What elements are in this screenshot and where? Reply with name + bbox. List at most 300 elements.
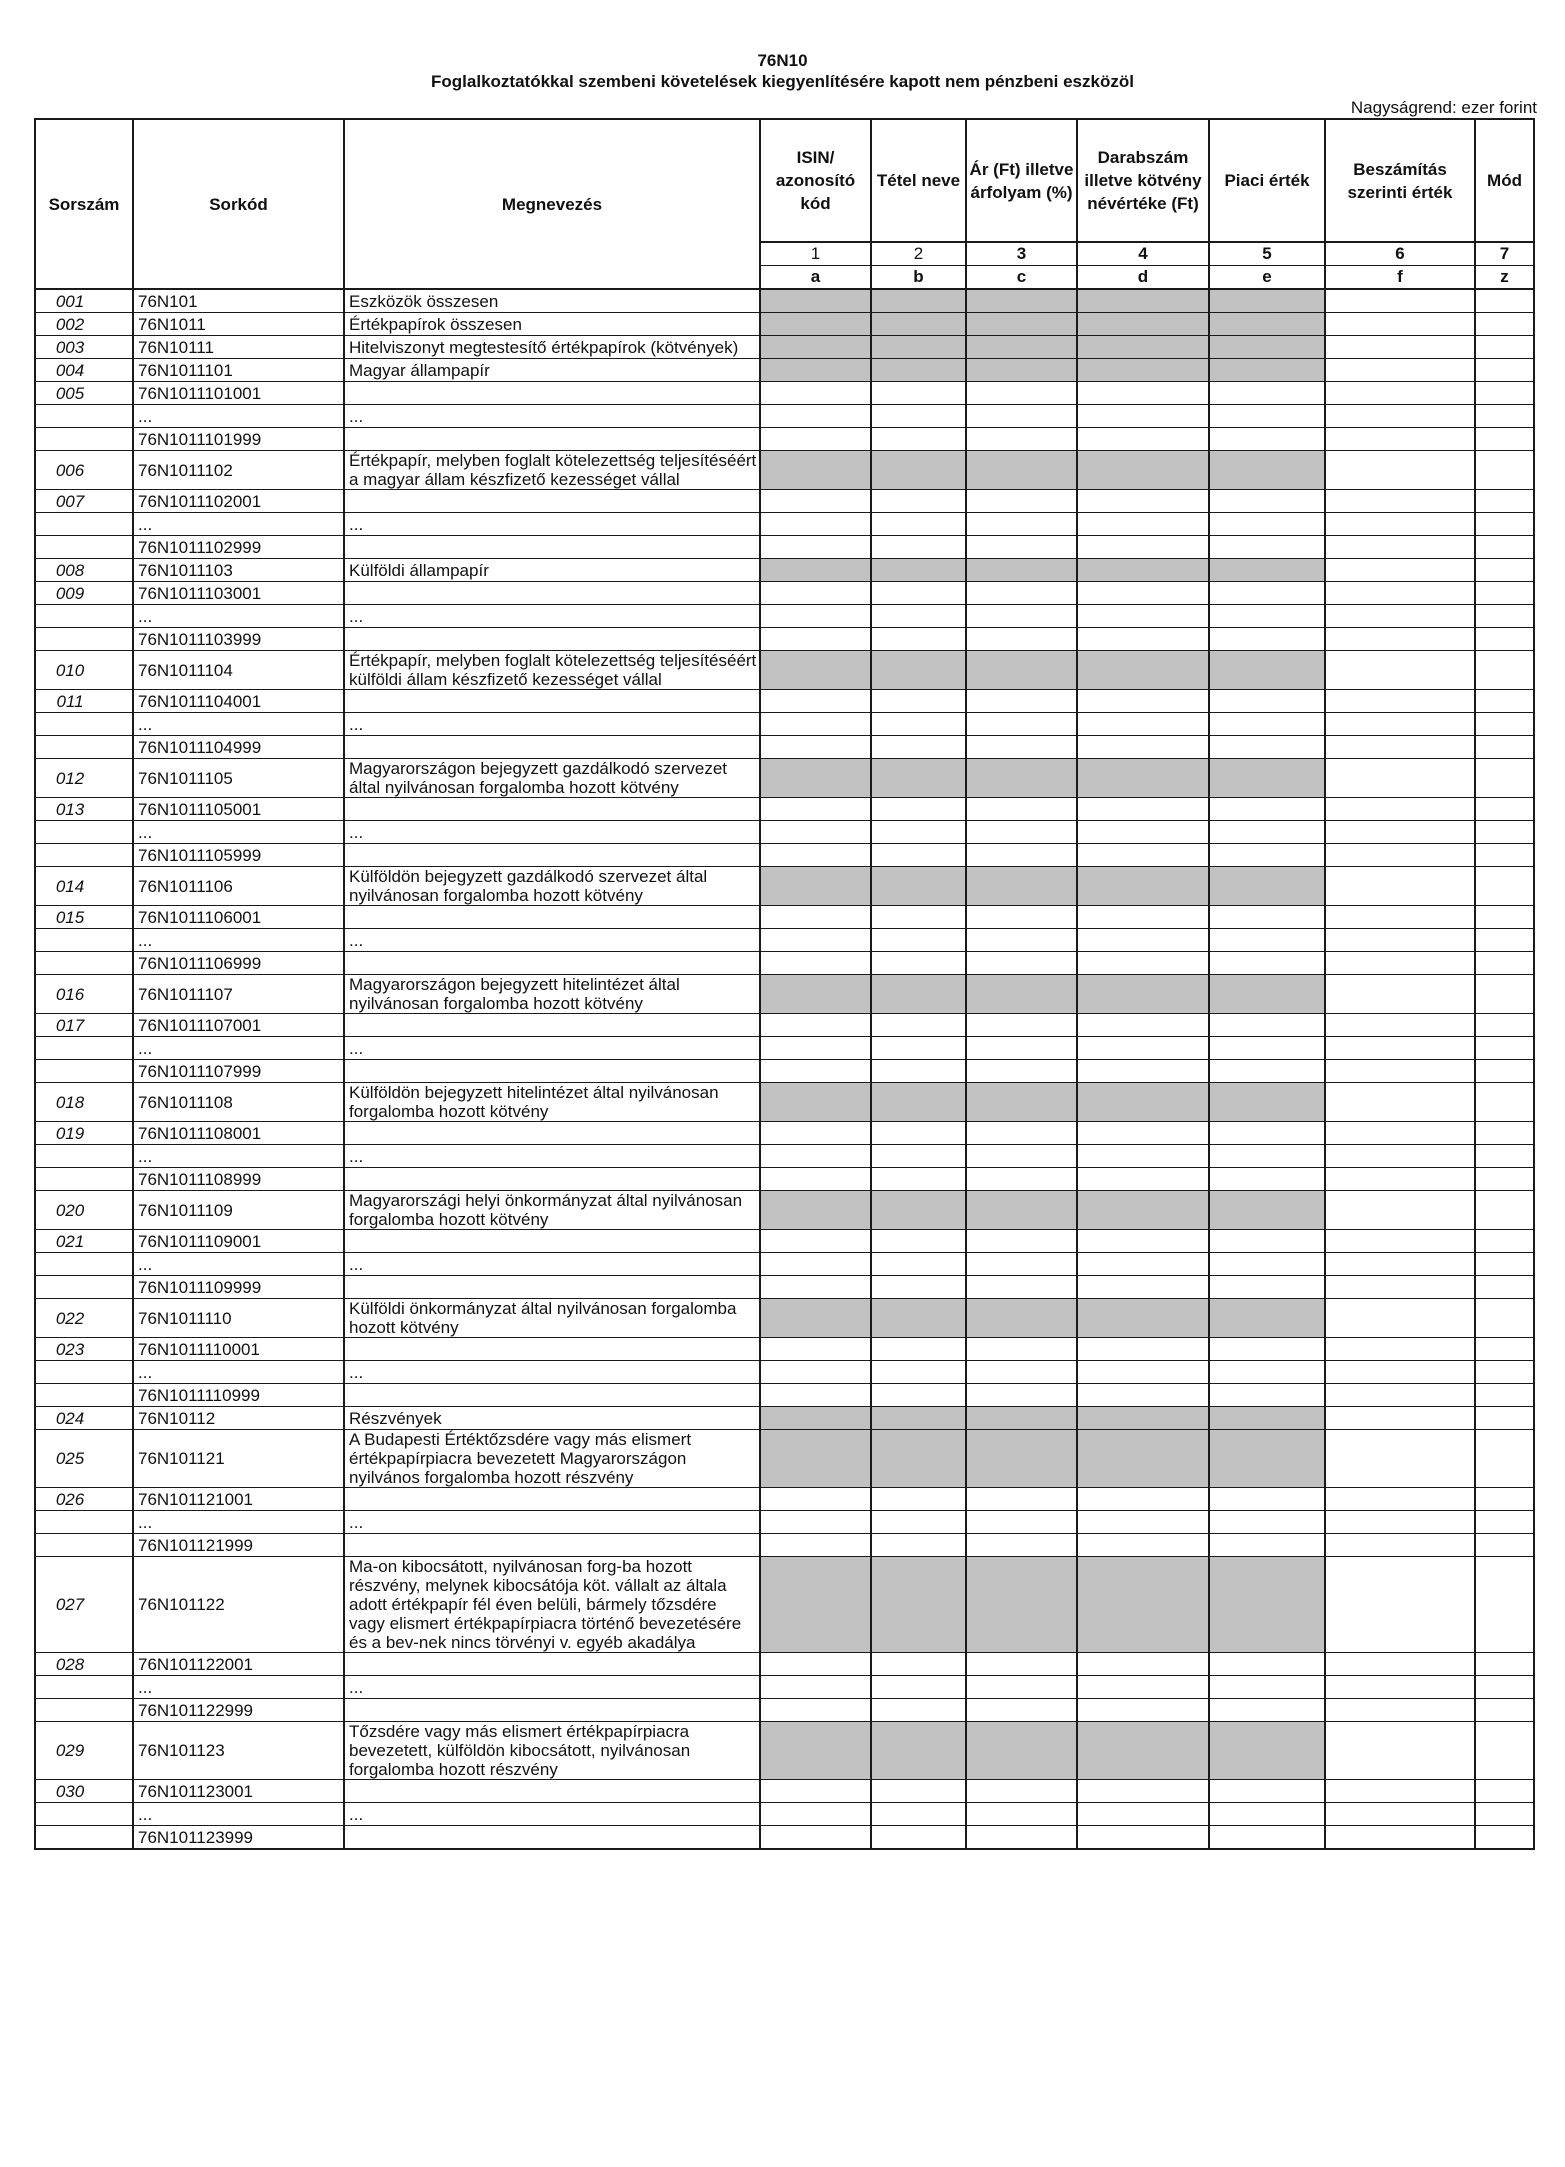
input-cell[interactable]	[1325, 1083, 1475, 1122]
input-cell[interactable]	[871, 513, 966, 536]
input-cell[interactable]	[1209, 513, 1325, 536]
input-cell[interactable]	[1209, 1361, 1325, 1384]
input-cell[interactable]	[1077, 1803, 1209, 1826]
input-cell[interactable]	[966, 1511, 1077, 1534]
input-cell[interactable]	[1325, 1407, 1475, 1430]
input-cell[interactable]	[871, 1060, 966, 1083]
input-cell[interactable]	[871, 906, 966, 929]
input-cell[interactable]	[871, 1037, 966, 1060]
input-cell[interactable]	[760, 1276, 871, 1299]
input-cell[interactable]	[760, 1145, 871, 1168]
input-cell[interactable]	[1077, 1276, 1209, 1299]
input-cell[interactable]	[1077, 1230, 1209, 1253]
input-cell[interactable]	[1209, 821, 1325, 844]
input-cell[interactable]	[1077, 1253, 1209, 1276]
input-cell[interactable]	[1325, 1534, 1475, 1557]
input-cell[interactable]	[760, 1488, 871, 1511]
input-cell[interactable]	[966, 1168, 1077, 1191]
input-cell[interactable]	[760, 1361, 871, 1384]
input-cell[interactable]	[966, 1780, 1077, 1803]
input-cell[interactable]	[760, 1803, 871, 1826]
input-cell[interactable]	[966, 690, 1077, 713]
input-cell[interactable]	[1209, 1014, 1325, 1037]
input-cell[interactable]	[1209, 1037, 1325, 1060]
input-cell[interactable]	[1325, 336, 1475, 359]
input-cell[interactable]	[1209, 490, 1325, 513]
input-cell[interactable]	[1325, 1488, 1475, 1511]
input-cell[interactable]	[1325, 1676, 1475, 1699]
input-cell[interactable]	[1077, 1780, 1209, 1803]
input-cell[interactable]	[1475, 1722, 1534, 1780]
input-cell[interactable]	[1325, 1653, 1475, 1676]
input-cell[interactable]	[871, 1803, 966, 1826]
input-cell[interactable]	[1325, 1276, 1475, 1299]
input-cell[interactable]	[1325, 1803, 1475, 1826]
input-cell[interactable]	[966, 844, 1077, 867]
input-cell[interactable]	[871, 929, 966, 952]
input-cell[interactable]	[966, 428, 1077, 451]
input-cell[interactable]	[760, 798, 871, 821]
input-cell[interactable]	[1475, 651, 1534, 690]
input-cell[interactable]	[871, 1122, 966, 1145]
input-cell[interactable]	[1077, 1145, 1209, 1168]
input-cell[interactable]	[1325, 906, 1475, 929]
input-cell[interactable]	[871, 1338, 966, 1361]
input-cell[interactable]	[1475, 582, 1534, 605]
input-cell[interactable]	[871, 1676, 966, 1699]
input-cell[interactable]	[1209, 906, 1325, 929]
input-cell[interactable]	[1475, 359, 1534, 382]
input-cell[interactable]	[1475, 451, 1534, 490]
input-cell[interactable]	[1077, 1014, 1209, 1037]
input-cell[interactable]	[1325, 1511, 1475, 1534]
input-cell[interactable]	[1325, 513, 1475, 536]
input-cell[interactable]	[1325, 1168, 1475, 1191]
input-cell[interactable]	[1077, 690, 1209, 713]
input-cell[interactable]	[1077, 1361, 1209, 1384]
input-cell[interactable]	[1475, 1653, 1534, 1676]
input-cell[interactable]	[1475, 844, 1534, 867]
input-cell[interactable]	[1325, 405, 1475, 428]
input-cell[interactable]	[871, 1168, 966, 1191]
input-cell[interactable]	[760, 1338, 871, 1361]
input-cell[interactable]	[760, 844, 871, 867]
input-cell[interactable]	[1077, 513, 1209, 536]
input-cell[interactable]	[760, 952, 871, 975]
input-cell[interactable]	[1475, 1511, 1534, 1534]
input-cell[interactable]	[1209, 405, 1325, 428]
input-cell[interactable]	[1475, 1676, 1534, 1699]
input-cell[interactable]	[871, 628, 966, 651]
input-cell[interactable]	[1325, 628, 1475, 651]
input-cell[interactable]	[1325, 289, 1475, 313]
input-cell[interactable]	[1325, 536, 1475, 559]
input-cell[interactable]	[966, 1676, 1077, 1699]
input-cell[interactable]	[966, 1699, 1077, 1722]
input-cell[interactable]	[1325, 359, 1475, 382]
input-cell[interactable]	[1077, 906, 1209, 929]
input-cell[interactable]	[760, 906, 871, 929]
input-cell[interactable]	[1475, 821, 1534, 844]
input-cell[interactable]	[1209, 713, 1325, 736]
input-cell[interactable]	[760, 929, 871, 952]
input-cell[interactable]	[1475, 1168, 1534, 1191]
input-cell[interactable]	[1475, 559, 1534, 582]
input-cell[interactable]	[1077, 1168, 1209, 1191]
input-cell[interactable]	[760, 690, 871, 713]
input-cell[interactable]	[1209, 582, 1325, 605]
input-cell[interactable]	[760, 1511, 871, 1534]
input-cell[interactable]	[1325, 313, 1475, 336]
input-cell[interactable]	[871, 490, 966, 513]
input-cell[interactable]	[1325, 1122, 1475, 1145]
input-cell[interactable]	[966, 1338, 1077, 1361]
input-cell[interactable]	[871, 1534, 966, 1557]
input-cell[interactable]	[966, 929, 1077, 952]
input-cell[interactable]	[966, 1384, 1077, 1407]
input-cell[interactable]	[966, 1037, 1077, 1060]
input-cell[interactable]	[1209, 628, 1325, 651]
input-cell[interactable]	[966, 628, 1077, 651]
input-cell[interactable]	[760, 536, 871, 559]
input-cell[interactable]	[1475, 1557, 1534, 1653]
input-cell[interactable]	[1325, 559, 1475, 582]
input-cell[interactable]	[1077, 821, 1209, 844]
input-cell[interactable]	[966, 1060, 1077, 1083]
input-cell[interactable]	[966, 1122, 1077, 1145]
input-cell[interactable]	[1209, 1511, 1325, 1534]
input-cell[interactable]	[1077, 929, 1209, 952]
input-cell[interactable]	[1475, 929, 1534, 952]
input-cell[interactable]	[1209, 1168, 1325, 1191]
input-cell[interactable]	[760, 1653, 871, 1676]
input-cell[interactable]	[760, 405, 871, 428]
input-cell[interactable]	[1209, 428, 1325, 451]
input-cell[interactable]	[1475, 736, 1534, 759]
input-cell[interactable]	[966, 536, 1077, 559]
input-cell[interactable]	[871, 821, 966, 844]
input-cell[interactable]	[1325, 382, 1475, 405]
input-cell[interactable]	[1209, 1780, 1325, 1803]
input-cell[interactable]	[1475, 289, 1534, 313]
input-cell[interactable]	[1325, 821, 1475, 844]
input-cell[interactable]	[760, 1168, 871, 1191]
input-cell[interactable]	[1325, 1361, 1475, 1384]
input-cell[interactable]	[966, 1014, 1077, 1037]
input-cell[interactable]	[1475, 1803, 1534, 1826]
input-cell[interactable]	[1077, 1676, 1209, 1699]
input-cell[interactable]	[1077, 428, 1209, 451]
input-cell[interactable]	[760, 1780, 871, 1803]
input-cell[interactable]	[1209, 605, 1325, 628]
input-cell[interactable]	[760, 1826, 871, 1850]
input-cell[interactable]	[1077, 1122, 1209, 1145]
input-cell[interactable]	[1475, 1826, 1534, 1850]
input-cell[interactable]	[1209, 1145, 1325, 1168]
input-cell[interactable]	[871, 1780, 966, 1803]
input-cell[interactable]	[871, 798, 966, 821]
input-cell[interactable]	[1475, 1145, 1534, 1168]
input-cell[interactable]	[1077, 382, 1209, 405]
input-cell[interactable]	[1475, 690, 1534, 713]
input-cell[interactable]	[1209, 1384, 1325, 1407]
input-cell[interactable]	[760, 821, 871, 844]
input-cell[interactable]	[1475, 1191, 1534, 1230]
input-cell[interactable]	[1325, 1014, 1475, 1037]
input-cell[interactable]	[1325, 490, 1475, 513]
input-cell[interactable]	[1475, 1384, 1534, 1407]
input-cell[interactable]	[760, 713, 871, 736]
input-cell[interactable]	[1077, 736, 1209, 759]
input-cell[interactable]	[1209, 1253, 1325, 1276]
input-cell[interactable]	[1475, 1230, 1534, 1253]
input-cell[interactable]	[1077, 798, 1209, 821]
input-cell[interactable]	[1077, 1826, 1209, 1850]
input-cell[interactable]	[966, 382, 1077, 405]
input-cell[interactable]	[1209, 1230, 1325, 1253]
input-cell[interactable]	[1325, 1060, 1475, 1083]
input-cell[interactable]	[1475, 313, 1534, 336]
input-cell[interactable]	[1475, 536, 1534, 559]
input-cell[interactable]	[1325, 582, 1475, 605]
input-cell[interactable]	[1475, 336, 1534, 359]
input-cell[interactable]	[1475, 428, 1534, 451]
input-cell[interactable]	[1475, 1014, 1534, 1037]
input-cell[interactable]	[1325, 952, 1475, 975]
input-cell[interactable]	[760, 1014, 871, 1037]
input-cell[interactable]	[760, 1676, 871, 1699]
input-cell[interactable]	[760, 1699, 871, 1722]
input-cell[interactable]	[1475, 1037, 1534, 1060]
input-cell[interactable]	[1475, 759, 1534, 798]
input-cell[interactable]	[1475, 405, 1534, 428]
input-cell[interactable]	[1475, 1276, 1534, 1299]
input-cell[interactable]	[871, 1253, 966, 1276]
input-cell[interactable]	[1325, 713, 1475, 736]
input-cell[interactable]	[1475, 1122, 1534, 1145]
input-cell[interactable]	[760, 1060, 871, 1083]
input-cell[interactable]	[1325, 651, 1475, 690]
input-cell[interactable]	[966, 405, 1077, 428]
input-cell[interactable]	[1325, 1338, 1475, 1361]
input-cell[interactable]	[760, 513, 871, 536]
input-cell[interactable]	[966, 952, 1077, 975]
input-cell[interactable]	[1077, 1384, 1209, 1407]
input-cell[interactable]	[1077, 1534, 1209, 1557]
input-cell[interactable]	[1077, 1037, 1209, 1060]
input-cell[interactable]	[871, 405, 966, 428]
input-cell[interactable]	[966, 736, 1077, 759]
input-cell[interactable]	[760, 1230, 871, 1253]
input-cell[interactable]	[1475, 1488, 1534, 1511]
input-cell[interactable]	[1325, 1191, 1475, 1230]
input-cell[interactable]	[1209, 736, 1325, 759]
input-cell[interactable]	[871, 690, 966, 713]
input-cell[interactable]	[871, 536, 966, 559]
input-cell[interactable]	[871, 1699, 966, 1722]
input-cell[interactable]	[1077, 1488, 1209, 1511]
input-cell[interactable]	[966, 582, 1077, 605]
input-cell[interactable]	[1475, 867, 1534, 906]
input-cell[interactable]	[1077, 605, 1209, 628]
input-cell[interactable]	[1077, 536, 1209, 559]
input-cell[interactable]	[1475, 1060, 1534, 1083]
input-cell[interactable]	[1209, 952, 1325, 975]
input-cell[interactable]	[1325, 929, 1475, 952]
input-cell[interactable]	[871, 1826, 966, 1850]
input-cell[interactable]	[1077, 1699, 1209, 1722]
input-cell[interactable]	[1209, 1699, 1325, 1722]
input-cell[interactable]	[1209, 1488, 1325, 1511]
input-cell[interactable]	[871, 1511, 966, 1534]
input-cell[interactable]	[1209, 690, 1325, 713]
input-cell[interactable]	[871, 605, 966, 628]
input-cell[interactable]	[1325, 451, 1475, 490]
input-cell[interactable]	[871, 428, 966, 451]
input-cell[interactable]	[1475, 628, 1534, 651]
input-cell[interactable]	[1325, 759, 1475, 798]
input-cell[interactable]	[1325, 1722, 1475, 1780]
input-cell[interactable]	[1209, 1338, 1325, 1361]
input-cell[interactable]	[966, 1653, 1077, 1676]
input-cell[interactable]	[1325, 1826, 1475, 1850]
input-cell[interactable]	[966, 1145, 1077, 1168]
input-cell[interactable]	[871, 382, 966, 405]
input-cell[interactable]	[760, 582, 871, 605]
input-cell[interactable]	[871, 1361, 966, 1384]
input-cell[interactable]	[1209, 1534, 1325, 1557]
input-cell[interactable]	[871, 713, 966, 736]
input-cell[interactable]	[871, 952, 966, 975]
input-cell[interactable]	[1077, 582, 1209, 605]
input-cell[interactable]	[966, 906, 1077, 929]
input-cell[interactable]	[1077, 713, 1209, 736]
input-cell[interactable]	[1325, 736, 1475, 759]
input-cell[interactable]	[1325, 1230, 1475, 1253]
input-cell[interactable]	[966, 605, 1077, 628]
input-cell[interactable]	[1475, 513, 1534, 536]
input-cell[interactable]	[1475, 1407, 1534, 1430]
input-cell[interactable]	[1475, 713, 1534, 736]
input-cell[interactable]	[966, 490, 1077, 513]
input-cell[interactable]	[1475, 1699, 1534, 1722]
input-cell[interactable]	[760, 1037, 871, 1060]
input-cell[interactable]	[760, 736, 871, 759]
input-cell[interactable]	[966, 798, 1077, 821]
input-cell[interactable]	[871, 582, 966, 605]
input-cell[interactable]	[871, 1488, 966, 1511]
input-cell[interactable]	[1325, 1145, 1475, 1168]
input-cell[interactable]	[1325, 975, 1475, 1014]
input-cell[interactable]	[1475, 382, 1534, 405]
input-cell[interactable]	[1475, 798, 1534, 821]
input-cell[interactable]	[1077, 844, 1209, 867]
input-cell[interactable]	[1325, 428, 1475, 451]
input-cell[interactable]	[871, 1653, 966, 1676]
input-cell[interactable]	[1325, 1384, 1475, 1407]
input-cell[interactable]	[871, 844, 966, 867]
input-cell[interactable]	[1325, 1557, 1475, 1653]
input-cell[interactable]	[966, 1230, 1077, 1253]
input-cell[interactable]	[1475, 1299, 1534, 1338]
input-cell[interactable]	[1325, 605, 1475, 628]
input-cell[interactable]	[871, 1384, 966, 1407]
input-cell[interactable]	[1325, 1780, 1475, 1803]
input-cell[interactable]	[1325, 1253, 1475, 1276]
input-cell[interactable]	[1325, 690, 1475, 713]
input-cell[interactable]	[760, 1534, 871, 1557]
input-cell[interactable]	[1325, 867, 1475, 906]
input-cell[interactable]	[760, 628, 871, 651]
input-cell[interactable]	[1209, 929, 1325, 952]
input-cell[interactable]	[760, 1253, 871, 1276]
input-cell[interactable]	[1475, 1780, 1534, 1803]
input-cell[interactable]	[1209, 382, 1325, 405]
input-cell[interactable]	[760, 428, 871, 451]
input-cell[interactable]	[1475, 490, 1534, 513]
input-cell[interactable]	[1077, 490, 1209, 513]
input-cell[interactable]	[1077, 1060, 1209, 1083]
input-cell[interactable]	[1209, 1653, 1325, 1676]
input-cell[interactable]	[966, 1534, 1077, 1557]
input-cell[interactable]	[1325, 844, 1475, 867]
input-cell[interactable]	[1475, 1338, 1534, 1361]
input-cell[interactable]	[1325, 1037, 1475, 1060]
input-cell[interactable]	[1077, 1653, 1209, 1676]
input-cell[interactable]	[871, 1014, 966, 1037]
input-cell[interactable]	[1325, 1699, 1475, 1722]
input-cell[interactable]	[1077, 1511, 1209, 1534]
input-cell[interactable]	[1475, 1534, 1534, 1557]
input-cell[interactable]	[1475, 1430, 1534, 1488]
input-cell[interactable]	[1475, 975, 1534, 1014]
input-cell[interactable]	[1077, 1338, 1209, 1361]
input-cell[interactable]	[966, 1276, 1077, 1299]
input-cell[interactable]	[966, 1803, 1077, 1826]
input-cell[interactable]	[1209, 844, 1325, 867]
input-cell[interactable]	[1209, 1276, 1325, 1299]
input-cell[interactable]	[1077, 952, 1209, 975]
input-cell[interactable]	[1209, 1803, 1325, 1826]
input-cell[interactable]	[760, 382, 871, 405]
input-cell[interactable]	[1475, 605, 1534, 628]
input-cell[interactable]	[1475, 1361, 1534, 1384]
input-cell[interactable]	[1475, 1083, 1534, 1122]
input-cell[interactable]	[760, 1122, 871, 1145]
input-cell[interactable]	[760, 605, 871, 628]
input-cell[interactable]	[871, 1276, 966, 1299]
input-cell[interactable]	[966, 1826, 1077, 1850]
input-cell[interactable]	[1325, 1430, 1475, 1488]
input-cell[interactable]	[1209, 1826, 1325, 1850]
input-cell[interactable]	[966, 713, 1077, 736]
input-cell[interactable]	[1475, 1253, 1534, 1276]
input-cell[interactable]	[1475, 952, 1534, 975]
input-cell[interactable]	[1325, 798, 1475, 821]
input-cell[interactable]	[1209, 1122, 1325, 1145]
input-cell[interactable]	[966, 821, 1077, 844]
input-cell[interactable]	[760, 490, 871, 513]
input-cell[interactable]	[1209, 798, 1325, 821]
input-cell[interactable]	[1209, 536, 1325, 559]
input-cell[interactable]	[871, 1145, 966, 1168]
input-cell[interactable]	[1475, 906, 1534, 929]
input-cell[interactable]	[871, 1230, 966, 1253]
input-cell[interactable]	[871, 736, 966, 759]
input-cell[interactable]	[760, 1384, 871, 1407]
input-cell[interactable]	[1209, 1676, 1325, 1699]
input-cell[interactable]	[966, 1253, 1077, 1276]
